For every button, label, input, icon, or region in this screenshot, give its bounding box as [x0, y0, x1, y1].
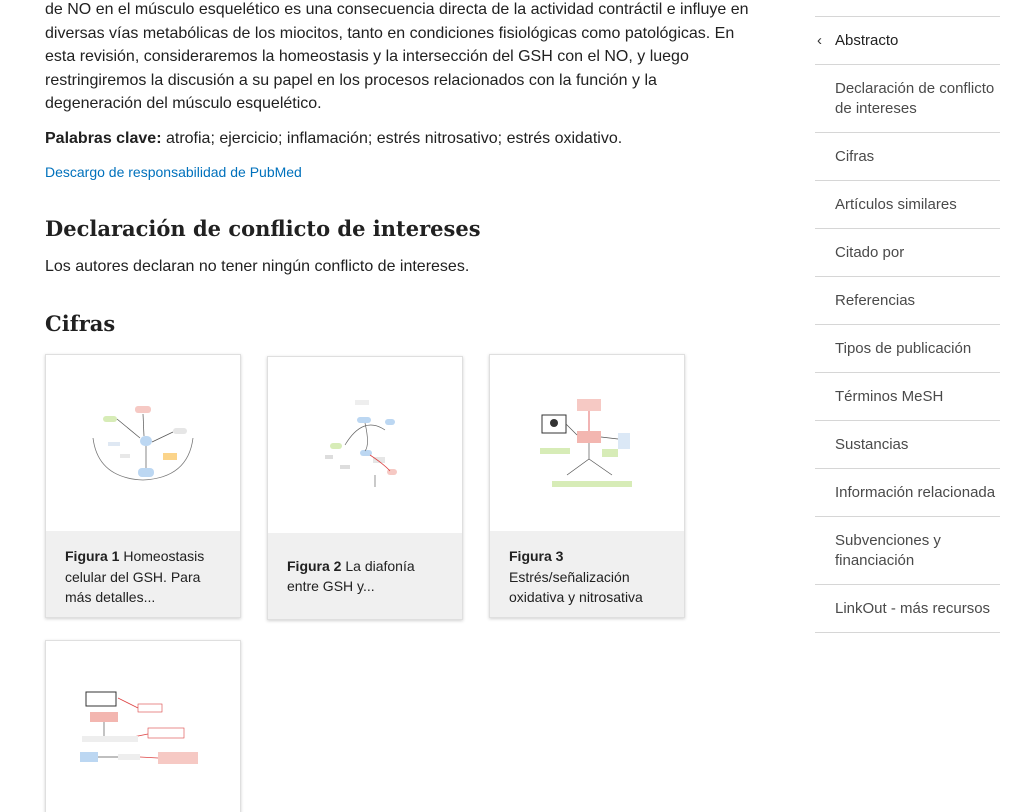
figure-1-caption[interactable] [46, 531, 240, 617]
keywords-label: Palabras clave: [45, 129, 162, 147]
sidebar-item-conflict-of-interest[interactable] [815, 65, 1000, 133]
figure-1-thumbnail[interactable] [46, 355, 240, 531]
sidebar-item-label: Información relacionada [835, 484, 996, 501]
keywords [45, 127, 755, 150]
sidebar-item-label: Subvenciones y financiación [835, 532, 941, 569]
sidebar-item-substances[interactable] [815, 421, 1000, 469]
figure-3-caption[interactable] [490, 531, 684, 617]
sidebar-item-mesh-terms[interactable] [815, 373, 1000, 421]
sidebar-item-label: Cifras [835, 148, 875, 165]
figure-2-caption[interactable] [268, 533, 462, 619]
sidebar-item-related-information[interactable] [815, 469, 1000, 517]
sidebar-item-figures[interactable] [815, 133, 1000, 181]
sidebar-item-label: Tipos de publicación [835, 340, 972, 357]
figure-caption-text: Estrés/señalización oxidativa y nitrosativa [509, 568, 643, 605]
figure-2-thumbnail[interactable] [268, 357, 462, 533]
sidebar-item-grants-and-funding[interactable] [815, 517, 1000, 585]
sidebar-item-label: Términos MeSH [835, 388, 944, 405]
sidebar-item-references[interactable] [815, 277, 1000, 325]
abstract-text [45, 0, 755, 116]
sidebar-item-publication-types[interactable] [815, 325, 1000, 373]
article-main [45, 0, 755, 181]
conflict-heading: Declaración de conflicto de intereses [45, 216, 481, 241]
abstract-line: degeneración del músculo esquelético. [45, 95, 322, 112]
figure-card-1[interactable] [45, 354, 241, 618]
sidebar-item-label: Artículos similares [835, 196, 957, 213]
figure-card-2[interactable] [267, 356, 463, 620]
sidebar-item-label: Abstracto [835, 32, 899, 49]
pubmed-disclaimer-link[interactable]: Descargo de responsabilidad de PubMed [45, 163, 302, 180]
sidebar-item-linkout[interactable] [815, 585, 1000, 633]
chevron-left-icon: ‹ [817, 32, 822, 49]
figure-card-3[interactable] [489, 354, 685, 618]
abstract-line: diversas vías metabólicas de los miocitos, tanto en condiciones fisiológicas como patológicas. En [45, 24, 735, 42]
sidebar-top-divider [815, 0, 1000, 17]
page-navigation-sidebar [815, 0, 1000, 633]
figure-label: Figura 1 [65, 548, 120, 564]
sidebar-item-label: Declaración de conflicto de intereses [835, 80, 995, 117]
sidebar-item-label: Referencias [835, 292, 916, 309]
sidebar-item-similar-articles[interactable] [815, 181, 1000, 229]
sidebar-item-cited-by[interactable] [815, 229, 1000, 277]
abstract-line: restringiremos la discusión a su papel en los procesos relacionados con la función y la [45, 71, 657, 89]
sidebar-item-label: Citado por [835, 244, 905, 261]
figure-3-thumbnail[interactable] [490, 355, 684, 531]
sidebar-item-abstract[interactable] [815, 17, 1000, 65]
figure-4-thumbnail[interactable] [46, 641, 240, 812]
figure-caption-text: Homeostasis celular del GSH. Para más detalles... [65, 548, 205, 605]
figure-caption-text: La diafonía entre GSH y... [287, 557, 415, 594]
figures-heading: Cifras [45, 311, 116, 336]
sidebar-item-label: Sustancias [835, 436, 909, 453]
figure-label: Figura 2 [287, 557, 342, 574]
conflict-text: Los autores declaran no tener ningún conflicto de intereses. [45, 258, 470, 275]
keywords-text: atrofia; ejercicio; inflamación; estrés nitrosativo; estrés oxidativo. [161, 129, 623, 147]
sidebar-item-label: LinkOut - más recursos [835, 600, 991, 617]
figure-label: Figura 3 [509, 548, 564, 564]
figure-card-4[interactable] [45, 640, 241, 812]
abstract-line: esta revisión, consideraremos la homeostasis y la intersección del GSH con el NO, y luego [45, 48, 689, 65]
abstract-line: de NO en el músculo esquelético es una consecuencia directa de la actividad contráctil e influye en [45, 1, 749, 18]
